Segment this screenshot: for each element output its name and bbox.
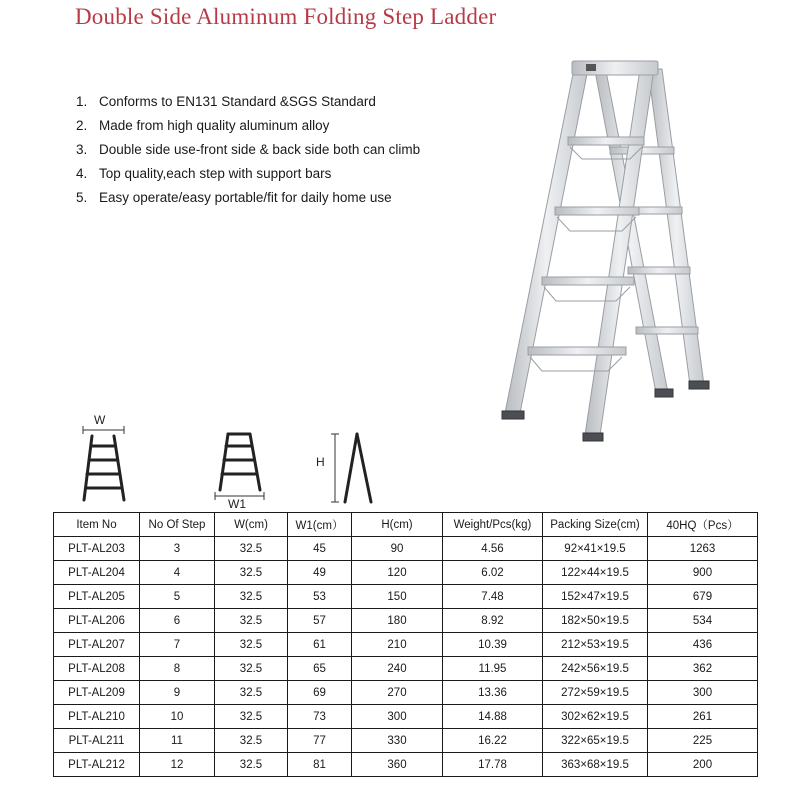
w1-label: W1 <box>228 497 246 510</box>
item-no-cell: PLT-AL203 <box>54 537 140 561</box>
column-header: 40HQ（Pcs） <box>648 513 758 537</box>
height-cell: 150 <box>352 585 443 609</box>
packing-size-cell: 152×47×19.5 <box>543 585 648 609</box>
weight-cell: 8.92 <box>443 609 543 633</box>
height-cell: 240 <box>352 657 443 681</box>
container-qty-cell: 436 <box>648 633 758 657</box>
table-row <box>54 609 758 633</box>
base-width-cell: 69 <box>288 681 352 705</box>
width-cell: 32.5 <box>215 633 288 657</box>
steps-cell: 4 <box>140 561 215 585</box>
width-cell: 32.5 <box>215 537 288 561</box>
feature-item <box>76 186 420 210</box>
column-header: Packing Size(cm) <box>543 513 648 537</box>
weight-cell: 17.78 <box>443 753 543 777</box>
steps-cell: 8 <box>140 657 215 681</box>
weight-cell: 6.02 <box>443 561 543 585</box>
w-label: W <box>94 413 106 427</box>
table-row <box>54 753 758 777</box>
container-qty-cell: 362 <box>648 657 758 681</box>
packing-size-cell: 92×41×19.5 <box>543 537 648 561</box>
feature-number: 3. <box>76 142 88 157</box>
steps-cell: 10 <box>140 705 215 729</box>
item-no-cell: PLT-AL209 <box>54 681 140 705</box>
weight-cell: 10.39 <box>443 633 543 657</box>
table-row <box>54 585 758 609</box>
item-no-cell: PLT-AL205 <box>54 585 140 609</box>
weight-cell: 13.36 <box>443 681 543 705</box>
feature-item <box>76 162 420 186</box>
base-width-cell: 61 <box>288 633 352 657</box>
specification-table <box>53 512 758 777</box>
table-row <box>54 657 758 681</box>
height-diagram <box>313 430 383 510</box>
base-width-cell: 73 <box>288 705 352 729</box>
feature-list <box>76 90 420 210</box>
feature-number: 5. <box>76 190 88 205</box>
container-qty-cell: 300 <box>648 681 758 705</box>
feature-item <box>76 114 420 138</box>
height-cell: 120 <box>352 561 443 585</box>
page-title: Double Side Aluminum Folding Step Ladder <box>75 4 497 29</box>
container-qty-cell: 200 <box>648 753 758 777</box>
table-row <box>54 537 758 561</box>
feature-number: 2. <box>76 118 88 133</box>
item-no-cell: PLT-AL207 <box>54 633 140 657</box>
item-no-cell: PLT-AL212 <box>54 753 140 777</box>
width-cell: 32.5 <box>215 681 288 705</box>
weight-cell: 14.88 <box>443 705 543 729</box>
packing-size-cell: 322×65×19.5 <box>543 729 648 753</box>
height-cell: 300 <box>352 705 443 729</box>
steps-cell: 11 <box>140 729 215 753</box>
item-no-cell: PLT-AL204 <box>54 561 140 585</box>
h-label: H <box>316 455 325 469</box>
packing-size-cell: 363×68×19.5 <box>543 753 648 777</box>
item-no-cell: PLT-AL206 <box>54 609 140 633</box>
width-cell: 32.5 <box>215 609 288 633</box>
packing-size-cell: 182×50×19.5 <box>543 609 648 633</box>
column-header: H(cm) <box>352 513 443 537</box>
feature-text: Easy operate/easy portable/fit for daily home use <box>99 190 392 205</box>
ladder-product-image <box>490 55 750 445</box>
column-header: Item No <box>54 513 140 537</box>
table-header-row <box>54 513 758 537</box>
container-qty-cell: 225 <box>648 729 758 753</box>
packing-size-cell: 272×59×19.5 <box>543 681 648 705</box>
feature-text: Double side use-front side & back side both can climb <box>99 142 421 157</box>
table-row <box>54 681 758 705</box>
width-cell: 32.5 <box>215 705 288 729</box>
weight-cell: 4.56 <box>443 537 543 561</box>
item-no-cell: PLT-AL208 <box>54 657 140 681</box>
packing-size-cell: 302×62×19.5 <box>543 705 648 729</box>
base-width-cell: 77 <box>288 729 352 753</box>
table-row <box>54 633 758 657</box>
weight-cell: 16.22 <box>443 729 543 753</box>
item-no-cell: PLT-AL210 <box>54 705 140 729</box>
table-body <box>54 537 758 777</box>
steps-cell: 3 <box>140 537 215 561</box>
feature-item <box>76 138 420 162</box>
width-cell: 32.5 <box>215 729 288 753</box>
weight-cell: 7.48 <box>443 585 543 609</box>
column-header: W1(cm） <box>288 513 352 537</box>
height-cell: 210 <box>352 633 443 657</box>
height-cell: 360 <box>352 753 443 777</box>
width-cell: 32.5 <box>215 657 288 681</box>
height-cell: 330 <box>352 729 443 753</box>
height-cell: 180 <box>352 609 443 633</box>
width-cell: 32.5 <box>215 753 288 777</box>
width-cell: 32.5 <box>215 585 288 609</box>
base-width-cell: 45 <box>288 537 352 561</box>
container-qty-cell: 900 <box>648 561 758 585</box>
table-row <box>54 561 758 585</box>
container-qty-cell: 1263 <box>648 537 758 561</box>
feature-number: 1. <box>76 94 88 109</box>
base-width-cell: 57 <box>288 609 352 633</box>
table-row <box>54 729 758 753</box>
steps-cell: 6 <box>140 609 215 633</box>
column-header: No Of Step <box>140 513 215 537</box>
steps-cell: 5 <box>140 585 215 609</box>
column-header: Weight/Pcs(kg) <box>443 513 543 537</box>
feature-text: Made from high quality aluminum alloy <box>99 118 330 133</box>
base-width-cell: 81 <box>288 753 352 777</box>
container-qty-cell: 679 <box>648 585 758 609</box>
height-cell: 270 <box>352 681 443 705</box>
weight-cell: 11.95 <box>443 657 543 681</box>
column-header: W(cm) <box>215 513 288 537</box>
packing-size-cell: 122×44×19.5 <box>543 561 648 585</box>
feature-text: Top quality,each step with support bars <box>99 166 332 181</box>
packing-size-cell: 212×53×19.5 <box>543 633 648 657</box>
container-qty-cell: 261 <box>648 705 758 729</box>
feature-text: Conforms to EN131 Standard &SGS Standard <box>99 94 376 109</box>
steps-cell: 7 <box>140 633 215 657</box>
width-cell: 32.5 <box>215 561 288 585</box>
steps-cell: 12 <box>140 753 215 777</box>
steps-cell: 9 <box>140 681 215 705</box>
height-cell: 90 <box>352 537 443 561</box>
table-row <box>54 705 758 729</box>
item-no-cell: PLT-AL211 <box>54 729 140 753</box>
base-width-cell: 65 <box>288 657 352 681</box>
feature-number: 4. <box>76 166 88 181</box>
feature-item <box>76 90 420 114</box>
packing-size-cell: 242×56×19.5 <box>543 657 648 681</box>
base-width-diagram <box>212 428 268 510</box>
container-qty-cell: 534 <box>648 609 758 633</box>
width-diagram <box>80 410 132 505</box>
base-width-cell: 53 <box>288 585 352 609</box>
base-width-cell: 49 <box>288 561 352 585</box>
